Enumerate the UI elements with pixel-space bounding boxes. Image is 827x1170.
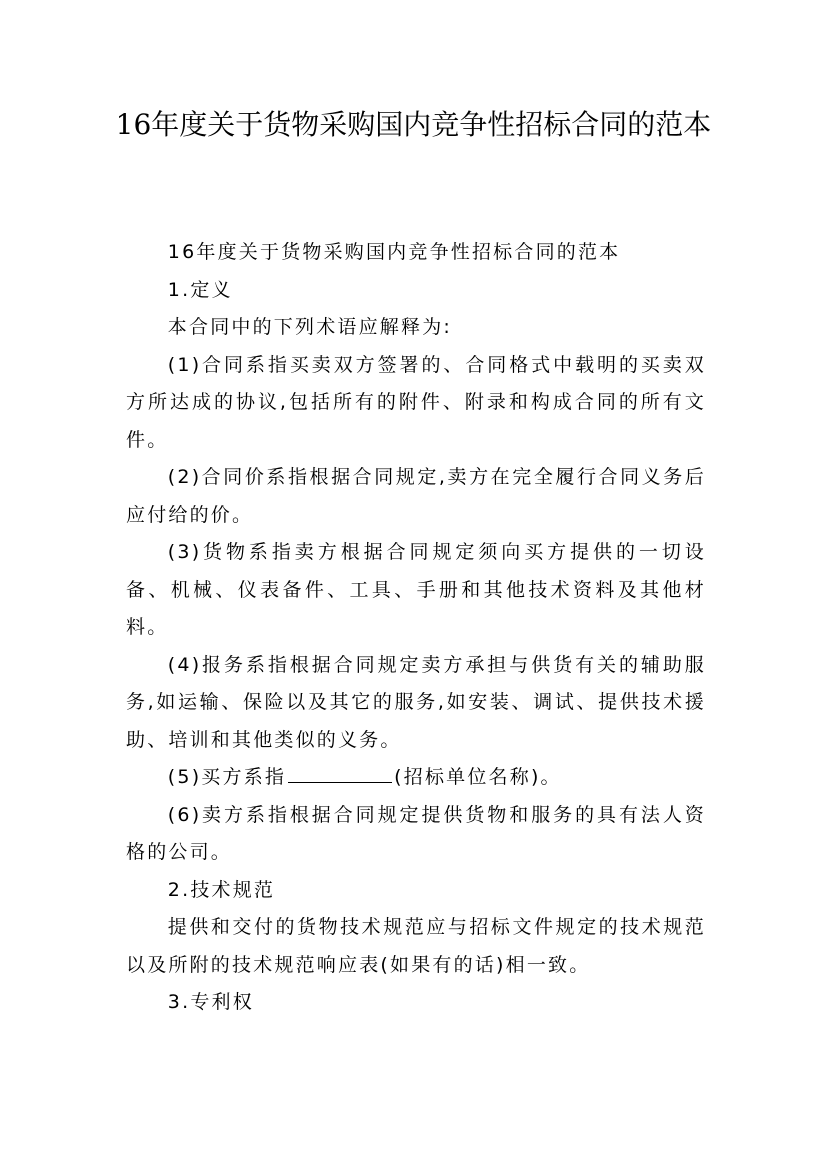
section-heading-definitions: 1.定义 (167, 278, 233, 301)
buyer-clause-suffix: (招标单位名称)。 (394, 766, 562, 788)
definition-contract: (1)合同系指买卖双方签署的、合同格式中载明的买卖双方所达成的协议,包括所有的附件、附录和构成合同的所有文件。 (126, 353, 706, 451)
intro-paragraph: 16年度关于货物采购国内竞争性招标合同的范本 (167, 241, 621, 263)
document-title: 16年度关于货物采购国内竞争性招标合同的范本 (115, 108, 712, 141)
definition-services: (4)报务系指根据合同规定卖方承担与供货有关的辅助服务,如运输、保险以及其它的服务,如安装、调试、提供技术援助、培训和其他类似的义务。 (126, 653, 706, 751)
buyer-name-blank (288, 764, 392, 783)
buyer-clause-prefix: (5)买方系指 (167, 766, 287, 788)
definition-seller: (6)卖方系指根据合同规定提供货物和服务的具有法人资格的公司。 (126, 803, 706, 863)
definition-buyer (126, 759, 706, 797)
document-body (126, 234, 706, 1022)
definitions-intro: 本合同中的下列术语应解释为: (167, 316, 452, 338)
technical-specs-paragraph: 提供和交付的货物技术规范应与招标文件规定的技术规范以及所附的技术规范响应表(如果有的话)相一致。 (126, 916, 706, 976)
definition-goods: (3)货物系指卖方根据合同规定须向买方提供的一切设备、机械、仪表备件、工具、手册和其他技术资料及其他材料。 (126, 541, 706, 638)
section-heading-patent: 3.专利权 (167, 991, 254, 1013)
section-heading-technical-specs: 2.技术规范 (167, 878, 276, 901)
definition-contract-price: (2)合同价系指根据合同规定,卖方在完全履行合同义务后应付给的价。 (126, 466, 706, 526)
